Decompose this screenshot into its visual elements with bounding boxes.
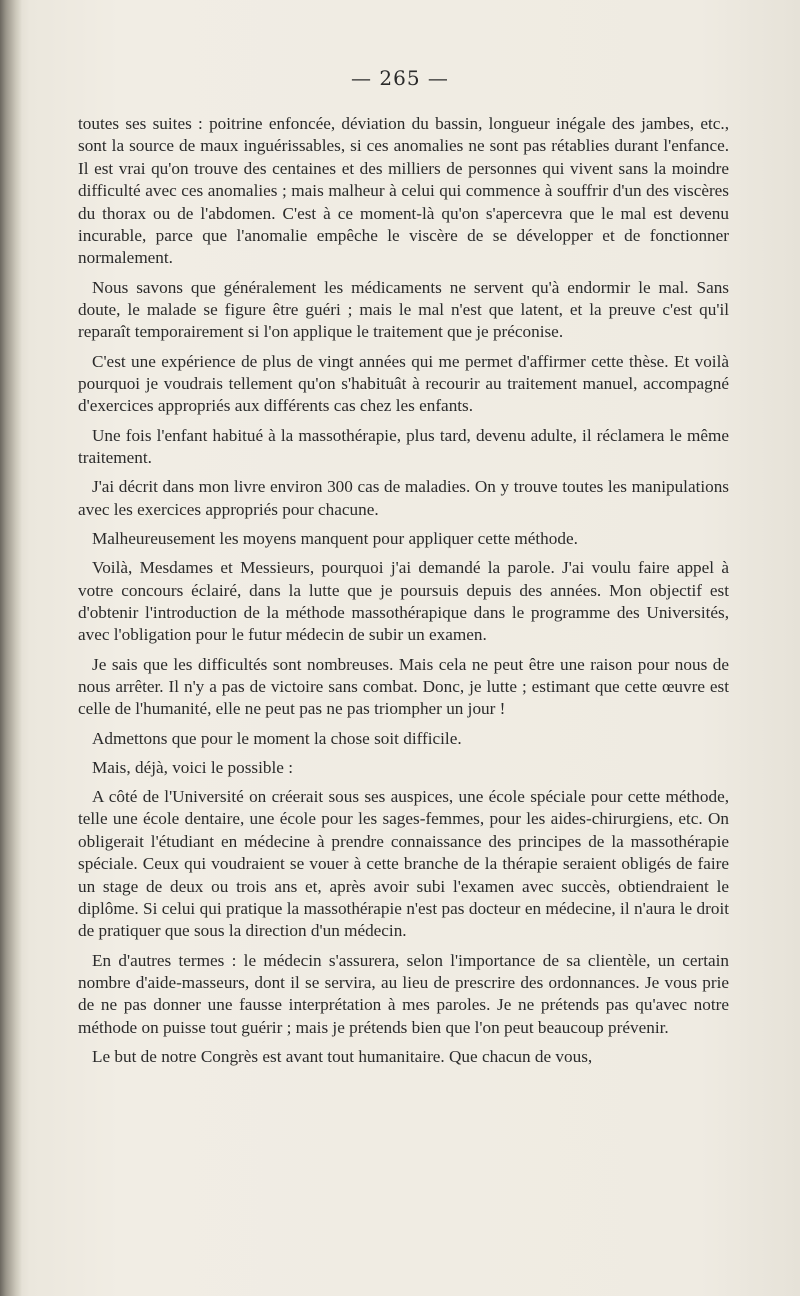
body-text [78, 113, 729, 1075]
paragraph-6: Malheureusement les moyens manquent pour appliquer cette méthode. [92, 528, 578, 548]
paragraph-13: Le but de notre Congrès est avant tout humanitaire. Que chacun de vous, [92, 1047, 593, 1066]
paragraph-1: toutes ses suites : poitrine enfoncée, déviation du bassin, longueur inégale des jambes, etc., sont la source de maux inguérissables, si ces anomalies ne sont pas rétablies durant l'enfance. Il est vrai qu'on trouve des centaines et des milliers de personnes qui vivent sans la moindre difficulté avec ces anomalies ; mais malheur à celui qui commence à souffrir d'un des viscères du thorax ou de l'abdomen. C'est à ce moment-là qu'on s'apercevra que le mal est devenu incurable, parce que l'anomalie empêche le viscère de se développer et de fonctionner normalement. [78, 114, 729, 268]
paragraph-10: Mais, déjà, voici le possible : [92, 757, 293, 777]
page-number: — 265 — [351, 66, 449, 90]
paragraph-3: C'est une expérience de plus de vingt années qui me permet d'affirmer cette thèse. Et voilà pourquoi je voudrais tellement qu'on s'habituât à recourir au traitement manuel, accompagné d'exercices appropriés aux différents cas chez les enfants. [78, 351, 729, 416]
paragraph-8: Je sais que les difficultés sont nombreuses. Mais cela ne peut être une raison pour nous de nous arrêter. Il n'y a pas de victoire sans combat. Donc, je lutte ; estimant que cette œuvre est celle de l'humanité, elle ne peut pas ne pas triompher un jour ! [78, 654, 729, 719]
paragraph-2: Nous savons que généralement les médicaments ne servent qu'à endormir le mal. Sans doute, le malade se figure être guéri ; mais le mal n'est que latent, et la preuve c'est qu'il reparaît temporairement si l'on applique le traitement que je préconise. [78, 277, 729, 342]
paragraph-12: En d'autres termes : le médecin s'assurera, selon l'importance de sa clientèle, un certain nombre d'aide-masseurs, dont il se servira, au lieu de prescrire des ordonnances. Je vous prie de ne pas donner une fausse interprétation à mes paroles. Je ne prétends pas qu'avec notre méthode on puisse tout guérir ; mais je prétends bien que l'on peut beaucoup prévenir. [78, 950, 729, 1037]
page-binding-shadow [0, 0, 22, 1296]
paragraph-5: J'ai décrit dans mon livre environ 300 cas de maladies. On y trouve toutes les manipulations avec les exercices appropriés pour chacune. [78, 477, 729, 519]
paragraph-7: Voilà, Mesdames et Messieurs, pourquoi j'ai demandé la parole. J'ai voulu faire appel à votre concours éclairé, dans la lutte que je poursuis depuis des années. Mon objectif est d'obtenir l'introduction de la méthode massothérapique dans le programme des Universités, avec l'obligation pour le futur médecin de subir un examen. [78, 558, 729, 645]
paragraph-4: Une fois l'enfant habitué à la massothérapie, plus tard, devenu adulte, il réclamera le même traitement. [78, 425, 729, 468]
paragraph-9: Admettons que pour le moment la chose soit difficile. [92, 728, 462, 748]
paragraph-11: A côté de l'Université on créerait sous ses auspices, une école spéciale pour cette méthode, telle une école dentaire, une école pour les sages-femmes, pour les aides-chirurgiens, etc. On obligerait l'étudiant en médecine à prendre connaissance des principes de la massothérapie spéciale. Ceux qui voudraient se vouer à cette branche de la thérapie seraient obligés de faire un stage de deux ou trois ans et, après avoir subi l'examen avec succès, obtiendraient le diplôme. Si celui qui pratique la massothérapie n'est pas docteur en médecine, il n'aura le droit de pratiquer que sous la direction d'un médecin. [78, 786, 729, 941]
